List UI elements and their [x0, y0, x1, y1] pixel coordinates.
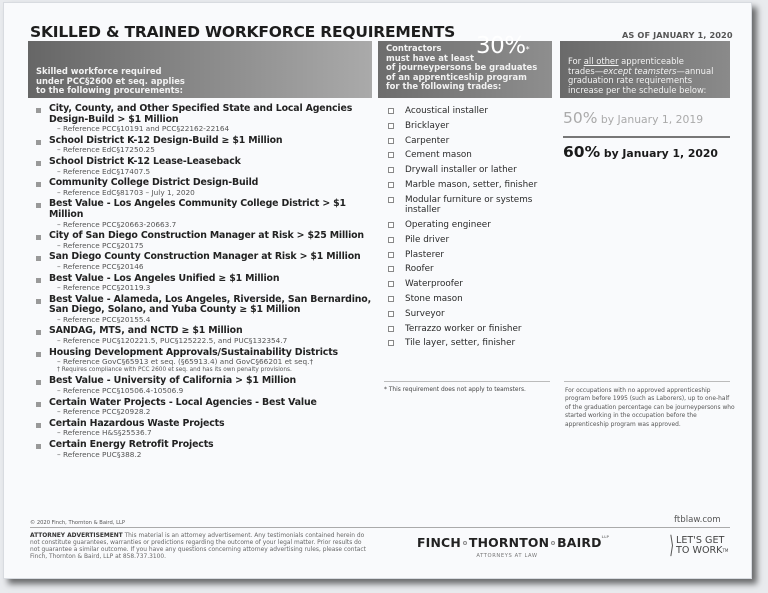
- procurement-name: Best Value - Alameda, Los Angeles, Riverside, San Bernardino, San Diego, Solano, and Yuba County ≥ $1 Million: [49, 293, 372, 316]
- disclaimer-text: This material is an attorney advertisement. Any testimonials contained herein do not constitute guarantees, warranties or predictions regarding the outcome of your legal matter. Prior results do not guarantee a similar outcome. If you have any questions concerning attorney advertising rules, please contact Finch, Thornton & Baird, LLP at 858.737.3100.: [30, 533, 366, 561]
- divider: [564, 381, 730, 382]
- checkbox-icon: [388, 138, 394, 144]
- schedule-label: by January 1, 2020: [600, 147, 718, 160]
- teamsters-footnote: * This requirement does not apply to teamsters.: [384, 387, 526, 393]
- document-page: [3, 2, 752, 579]
- dot-icon: [463, 541, 467, 545]
- checkbox-icon: [388, 152, 394, 158]
- procurement-reference: – Reference PCC§20175: [57, 240, 144, 250]
- checkbox-icon: [388, 252, 394, 258]
- bracket-icon: ⟩: [669, 531, 675, 559]
- trade-label: Pile driver: [405, 234, 450, 245]
- square-bullet-icon: [36, 299, 41, 304]
- procurement-item: [35, 252, 375, 271]
- box-text: must have at least: [386, 52, 475, 63]
- procurement-reference: – Reference H&S§25536.7: [57, 428, 152, 438]
- trade-item: [386, 250, 556, 260]
- procurement-item: [35, 376, 375, 395]
- divider: [563, 136, 730, 138]
- checkbox-icon: [388, 340, 394, 346]
- box-text: apprenticeable: [618, 56, 684, 66]
- page-title: SKILLED & TRAINED WORKFORCE REQUIREMENTS: [30, 23, 456, 41]
- thirty-percent-figure: [476, 33, 530, 59]
- graduation-schedule: [563, 109, 730, 161]
- procurement-name: School District K-12 Design-Build ≥ $1 Million: [49, 134, 283, 146]
- slogan-line: TO WORK: [676, 545, 723, 557]
- checkbox-icon: [388, 237, 394, 243]
- procurement-reference: – Reference GovC§65913 et seq. (§65913.4) and GovC§66201 et seq.†: [57, 357, 314, 367]
- logo-wordmark: [417, 535, 609, 550]
- procurement-reference: – Reference PCC§20155.4: [57, 314, 151, 324]
- box-text: graduation rate requirements: [568, 75, 693, 86]
- checkbox-icon: [388, 167, 394, 173]
- box-text: Contractors: [386, 43, 442, 53]
- procurement-item: [35, 274, 375, 293]
- contractors-header-box: [378, 33, 552, 98]
- procurement-reference: – Reference EdC§17407.5: [57, 166, 151, 176]
- schedule-2020: [563, 143, 730, 161]
- slogan-text: [676, 536, 728, 556]
- trade-item: [386, 235, 556, 245]
- checkbox-icon: [388, 296, 394, 302]
- procurement-item: [35, 419, 375, 438]
- procurement-item: [35, 295, 375, 325]
- box-text: under PCC§2600 et seq. applies: [36, 75, 185, 86]
- schedule-2019: [563, 109, 730, 127]
- procurement-reference: – Reference PUC§388.2: [57, 449, 142, 459]
- disclaimer-label: ATTORNEY ADVERTISEMENT: [30, 533, 123, 539]
- checkbox-icon: [388, 311, 394, 317]
- square-bullet-icon: [36, 278, 41, 283]
- box-text: —annual: [676, 65, 714, 76]
- square-bullet-icon: [36, 444, 41, 449]
- box-text: to the following procurements:: [36, 85, 183, 96]
- procurement-note: † Requires compliance with PCC 2600 et seq. and has its own penalty provisions.: [57, 366, 292, 373]
- website-link[interactable]: ftblaw.com: [674, 515, 721, 525]
- procurement-name: Certain Hazardous Waste Projects: [49, 417, 225, 429]
- trade-label: Waterproofer: [405, 279, 463, 290]
- procurement-name: City of San Diego Construction Manager at Risk > $25 Million: [49, 230, 364, 242]
- pre1995-footnote: For occupations with no approved apprenticeship program before 1995 (such as Laborers), up to one-half of the graduation percentage can be journeypersons who started working in the occupation before the apprenticeship program was approved.: [565, 388, 735, 428]
- trade-label: Operating engineer: [405, 219, 491, 230]
- procurement-item: [35, 157, 375, 176]
- divider: [30, 527, 730, 528]
- percent-value: 30%: [476, 33, 526, 59]
- procurement-name: Best Value - Los Angeles Unified ≥ $1 Million: [49, 272, 280, 284]
- trade-item: [386, 106, 556, 116]
- trade-label: Roofer: [405, 264, 434, 275]
- logo-tagline: ATTORNEYS AT LAW: [476, 553, 538, 559]
- procurement-item: [35, 104, 375, 134]
- attorney-disclaimer: [30, 533, 370, 561]
- trade-label: Modular furniture or systems installer: [405, 194, 533, 216]
- procurement-name: Best Value - University of California > $1 Million: [49, 375, 297, 387]
- trade-label: Drywall installer or lather: [405, 165, 517, 176]
- trade-label: Tile layer, setter, finisher: [405, 338, 516, 349]
- procurement-reference: – Reference EdC§17250.25: [57, 145, 155, 155]
- trade-label: Bricklayer: [405, 120, 450, 131]
- trade-item: [386, 309, 556, 319]
- trade-label: Surveyor: [405, 308, 445, 319]
- procurements-list: [35, 104, 375, 461]
- box-text: Skilled workforce required: [36, 66, 162, 76]
- box-text: increase per the schedule below:: [568, 84, 707, 95]
- procurement-name: Certain Water Projects - Local Agencies - Best Value: [49, 396, 317, 408]
- procurement-item: [35, 440, 375, 459]
- procurement-item: [35, 398, 375, 417]
- trade-item: [386, 121, 556, 131]
- square-bullet-icon: [36, 182, 41, 187]
- trade-label: Marble mason, setter, finisher: [405, 179, 538, 190]
- procurement-reference: – Reference PCC§10191 and PCC§22162-22164: [57, 124, 230, 134]
- box-text: trades—: [568, 65, 604, 76]
- trade-item: [386, 136, 556, 146]
- box-text: of an apprenticeship program: [386, 71, 527, 82]
- procurement-item: [35, 199, 375, 229]
- trade-label: Stone mason: [405, 293, 463, 304]
- footnote-mark: *: [525, 45, 530, 54]
- slogan-line: LET'S GET: [676, 535, 725, 546]
- trade-item: [386, 165, 556, 175]
- divider: [384, 381, 550, 382]
- square-bullet-icon: [36, 380, 41, 385]
- trade-item: [386, 279, 556, 289]
- procurements-header-box: [28, 41, 372, 98]
- underlined-text: all other: [583, 56, 619, 66]
- trade-item: [386, 195, 556, 216]
- dot-icon: [551, 541, 555, 545]
- trademark: TM: [722, 548, 729, 554]
- procurement-name: SANDAG, MTS, and NCTD ≥ $1 Million: [49, 325, 243, 337]
- checkbox-icon: [388, 123, 394, 129]
- trades-list: [386, 106, 556, 353]
- square-bullet-icon: [36, 423, 41, 428]
- procurement-reference: – Reference PCC§20928.2: [57, 407, 151, 417]
- checkbox-icon: [388, 281, 394, 287]
- procurement-name: Community College District Design-Build: [49, 177, 259, 189]
- procurement-item: [35, 136, 375, 155]
- square-bullet-icon: [36, 235, 41, 240]
- procurement-reference: – Reference PUC§120221.5, PUC§125222.5, and PUC§132354.7: [57, 336, 288, 346]
- trade-label: Carpenter: [405, 135, 450, 146]
- slogan-line: [676, 546, 728, 556]
- procurement-reference: – Reference PCC§20119.3: [57, 283, 151, 293]
- logo-text: BAIRD: [557, 535, 602, 550]
- percent-value: 50%: [563, 109, 598, 127]
- trade-item: [386, 264, 556, 274]
- checkbox-icon: [388, 222, 394, 228]
- trade-item: [386, 180, 556, 190]
- procurement-name: San Diego County Construction Manager at Risk > $1 Million: [49, 251, 361, 263]
- schedule-label: by January 1, 2019: [597, 113, 704, 126]
- trade-item: [386, 150, 556, 160]
- square-bullet-icon: [36, 203, 41, 208]
- as-of-date: AS OF JANUARY 1, 2020: [622, 30, 733, 40]
- trade-item: [386, 338, 556, 348]
- procurement-name: City, County, and Other Specified State and Local Agencies Design-Build > $1 Million: [49, 103, 353, 125]
- procurement-reference: – Reference EdC§81703 – July 1, 2020: [57, 187, 195, 197]
- square-bullet-icon: [36, 330, 41, 335]
- logo-text: FINCH: [417, 535, 461, 550]
- procurement-item: [35, 348, 375, 375]
- checkbox-icon: [388, 182, 394, 188]
- procurement-reference: – Reference PCC§20663-20663.7: [57, 219, 177, 229]
- percent-value: 60%: [563, 143, 601, 161]
- box-text: for the following trades:: [386, 81, 502, 92]
- procurement-name: School District K-12 Lease-Leaseback: [49, 155, 241, 167]
- trade-label: Acoustical installer: [405, 106, 488, 116]
- square-bullet-icon: [36, 161, 41, 166]
- square-bullet-icon: [36, 140, 41, 145]
- copyright: © 2020 Finch, Thornton & Baird, LLP: [30, 520, 125, 526]
- box-text: For: [568, 56, 584, 66]
- square-bullet-icon: [36, 352, 41, 357]
- logo-llp: LLP: [601, 535, 610, 539]
- procurement-name: Certain Energy Retrofit Projects: [49, 439, 214, 450]
- procurement-reference: – Reference PCC§20146: [57, 261, 144, 271]
- procurement-name: Housing Development Approvals/Sustainability Districts: [49, 346, 338, 358]
- firm-logo: [417, 535, 609, 559]
- checkbox-icon: [388, 266, 394, 272]
- procurement-name: Best Value - Los Angeles Community College District > $1 Million: [49, 198, 346, 220]
- trade-label: Terrazzo worker or finisher: [405, 323, 522, 334]
- trade-item: [386, 324, 556, 334]
- trade-label: Plasterer: [405, 249, 445, 260]
- italic-text: except teamsters: [603, 65, 677, 76]
- procurement-item: [35, 231, 375, 250]
- square-bullet-icon: [36, 256, 41, 261]
- procurement-reference: – Reference PCC§10506.4-10506.9: [57, 386, 184, 396]
- checkbox-icon: [388, 108, 394, 114]
- procurement-item: [35, 178, 375, 197]
- trade-item: [386, 294, 556, 304]
- logo-text: THORNTON: [468, 535, 550, 550]
- square-bullet-icon: [36, 402, 41, 407]
- other-trades-header-box: [560, 41, 730, 98]
- procurement-item: [35, 326, 375, 345]
- trade-label: Cement mason: [405, 150, 472, 161]
- square-bullet-icon: [36, 108, 41, 113]
- checkbox-icon: [388, 326, 394, 332]
- checkbox-icon: [388, 197, 394, 203]
- box-text: of journeypersons be graduates: [386, 62, 538, 73]
- trade-item: [386, 220, 556, 230]
